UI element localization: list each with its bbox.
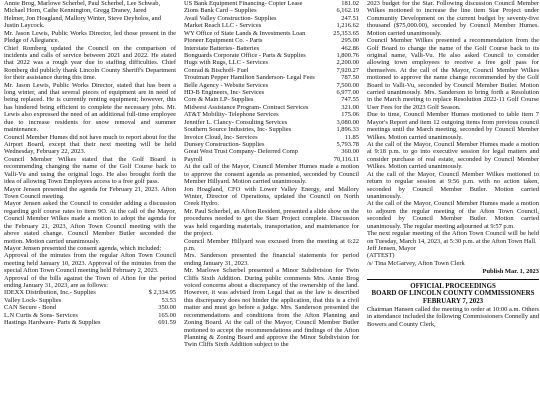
bill-list-2 xyxy=(184,0,359,163)
signature-mayor: Jeff Jensen, Mayor xyxy=(367,244,416,252)
bill-row: Core & Main LP- Supplies 747.55 xyxy=(184,96,359,104)
bill-row: AT&T Mobility- Telephone Services 175.06 xyxy=(184,111,359,119)
budget-paragraph: 2023 budget for the Star. Following discussion Council Member Wilkes motioned to increase the line item Star Project under Community Development on the current budget by seventy-five thousand ($75,000.00), seconded by Council Member Humes. Motion carried unanimously. xyxy=(367,0,539,37)
next-meeting-paragraph: The next regular meeting of the Afton Town Council will be held on Tuesday, March 14, 2023, at 5:30 p.m. at the Afton Town Hall. xyxy=(367,230,539,245)
column-1 xyxy=(4,0,176,327)
star-project-paragraph: Mr. Paul Scherbel, an Afton Resident, presented a slide show on the procedures needed to get the Starr Project complete. Discussion was held regarding materials, transportation, and maintenance for the project. xyxy=(184,207,359,238)
agenda-paragraph: Mayor Jensen presented the agenda for February 21, 2023. Afton Town Council meeting. xyxy=(4,185,176,200)
bill-row: Great West Trust Company- Deferred Comp 360.00 xyxy=(184,148,359,156)
section-divider xyxy=(367,279,539,280)
bill-row: Midwest Assistance Program- Contract Services 321.00 xyxy=(184,103,359,111)
police-report-paragraph: Chief Romberg updated the Council on the comparison of incidents and calls of service between 2021 and 2022. He stated that 2022 was a rough year due to staffing difficulties. Chief Romberg did publicly thank Lincoln County Sheriff's Department for their assistance during this time. xyxy=(4,44,176,82)
subdivision-paragraph: Mr. Marlowe Scherbel presented a Minor Subdivision for Twin Cliffs Sixth Addition. During public comments Mrs. Annie Brog voiced concerns about a discrepancy of the ownership of the land. However, it was advised from Legal that as the law is described this discrepancy does not hinder the application, that this is a civil matter and must go before a judge. Mrs. Sanderson presented the recommendations and conditions from the Afton Planning and Zoning Board. At the call of the Mayor, Council Member Butler motioned to accept the recommendations and findings of the Afton Planning & Zoning Board and approve the Minor Subdivision for Twin Cliffs Sixth Addition subject to the xyxy=(184,267,359,349)
bill-row: Troutman Pepper Hamilton Sanderson- Legal Fees 787.50 xyxy=(184,74,359,82)
agenda-change-paragraph: Mayor Jensen asked the Council to consider adding a discussion regarding golf course rates to item 9O. At the call of the Mayor, Council Member Wilkes made a motion to adopt the agenda for the February 21, 2023, Afton Town Council meeting with the above stated change. Council Member Butler seconded the motion. Motion carried unanimously. xyxy=(4,200,176,245)
financials-paragraph: Mrs. Sanderson presented the financial statements for period ending January 31, 2023. xyxy=(184,252,359,267)
publish-date: Publish Mar. 1, 2023 xyxy=(482,268,539,276)
call-to-order-paragraph: Chairman Hansen called the meeting to order at 10:00 a.m. Others in attendance included the following Commissioners Connelly and Bowers and County Clerk, xyxy=(367,306,539,328)
bill-row: Hastings Hardware- Parts & Supplies 691.59 xyxy=(4,319,176,327)
bill-row: HD-B Engineers, Inc- Services 6,977.00 xyxy=(184,89,359,97)
bill-row: Bonguards Corporate Office - Parts & Supplies 1,800.76 xyxy=(184,51,359,59)
golf-name-paragraph: Council Member Wilkes presented a recommendation from the Golf Board to change the name of the Golf Course back to its original name, Valli-Vu. He also asked Council to consider allowing town employees to receive a free golf pass for themselves. At the call of the Mayor, Council Member Wilkes motioned to approve the name change recommended by the Golf Board to Valli-Vu, seconded by Council Member Butler. Motion carried unanimously. Mrs. Sanderson to bring forth a Resolution in the March meeting to replace Resolution 2022-11 Golf Course User Fees for the 2023 Golf Season. xyxy=(367,37,539,111)
bill-row: Conrad & Bischoff- Fuel 7,920.27 xyxy=(184,66,359,74)
section-subheading: BOARD OF LINCOLN COUNTY COMMISSIONERS xyxy=(371,290,535,298)
public-works-paragraph: Mr. Jason Lewis, Public Works Director, stated that has been a long winter, and that several pieces of equipment are in need of being replaced. He is currently renting equipment; however, this has hindered being efficient to complete the necessary jobs. Mr. Lewis also expressed the need of an additional full-time employee due to increase residents for snow removal and summer maintenance. xyxy=(4,81,176,134)
signature-clerk: /s/ Tina McGarvey, Afton Town Clerk xyxy=(367,259,465,267)
bill-row: IDEXX Distribution, Inc.- Supplies $ 2,334.95 xyxy=(4,289,176,297)
bill-row: Invoice Cloud, Inc- Services 11.85 xyxy=(184,133,359,141)
golf-board-paragraph: Council Member Wilkes stated that the Golf Board is recommending changing the name of the Golf Course back to Valli-Vu and using the original logo. He also brought forth the idea of allowing Town Employees access to a free golf pass. xyxy=(4,155,176,186)
column-3 xyxy=(367,0,539,328)
airport-board-paragraph: Council Member Humes did not have much to report about for the Airport Board, except that their next meeting will be held Wednesday, February 22, 2023. xyxy=(4,133,176,156)
bill-row: Market Reach LLC - Services 1,216.62 xyxy=(184,22,359,30)
adjourn-paragraph: At the call of the Mayor, Council Member Humes made a motion to adjourn the regular meeting of the Afton Town Council, seconded by Council Member Butler. Motion carried unanimously. The regular meeting adjourned at 9:57 p.m. xyxy=(367,200,539,230)
bill-row: Interstate Batteries- Batteries 462.86 xyxy=(184,44,359,52)
excused-paragraph: Council Member Hillyard was excused from the meeting at 6:22 p.m. xyxy=(184,237,359,252)
bill-row: Dunsey Construction- Supplies 5,793.78 xyxy=(184,141,359,149)
bill-row: WY Office of State Lands & Investments Loan 25,353.65 xyxy=(184,29,359,37)
bill-row: Payroll 70,116.11 xyxy=(184,155,359,163)
bill-row: US Bank Equipment Financing- Copier Lease 181.02 xyxy=(184,0,359,7)
bill-row: CAN Secure - Bond 350.00 xyxy=(4,304,176,312)
consent-motion-paragraph: At the call of the Mayor, Council Member Humes made a motion to approve the consent agenda as presented, seconded by Council Member Hillyard. Motion carried unanimously. xyxy=(184,163,359,186)
bill-row: Hugs with Rugs, LLC - Services 2,200.00 xyxy=(184,59,359,67)
executive-session-paragraph: At the call of the Mayor, Council Member Humes made a motion at 9:18 p.m. to go into executive session for legal matters and consider purchase of real estate, seconded by Council Member Wilkes. Motion carried unanimously. xyxy=(367,141,539,171)
minutes-approval-paragraph: Approval of the minutes from the regular Afton Town Council meeting held January 10, 2023. Approval of the minutes from the special Afton Town Council meeting held February 2, 2023. xyxy=(4,252,176,275)
bill-list-1 xyxy=(4,289,176,326)
bill-row: L.N Curtis & Sons- Services 165.00 xyxy=(4,311,176,319)
section-date: FEBRUARY 7, 2023 xyxy=(422,298,484,306)
bill-row: Southern Source Industries, Inc- Supplies 1,896.33 xyxy=(184,126,359,134)
consent-agenda-paragraph: Mayor Jensen presented the consent agenda, which included: xyxy=(4,244,162,252)
section-heading: OFFICIAL PROCEEDINGS xyxy=(410,282,496,290)
bill-row: Zions Bank Card – Supplies 6,162.19 xyxy=(184,7,359,15)
table-items-paragraph: Due to time, Council Member Humes motioned to table item 7 Mayor's Report and item 12 outgoing items from previous council meetings until the March meeting, seconded by Council Member Wilkes. Motion carried unanimously. xyxy=(367,111,539,141)
regular-session-paragraph: At the call of the Mayor, Council Member Wilkes motioned to return to regular session at 9:56 p.m. with no action taken, seconded by Council Member Butler. Motion carried unanimously. xyxy=(367,170,539,200)
bill-row: Valley Lock- Supplies 53.53 xyxy=(4,296,176,304)
bill-row: Belle Agency - Website Services 7,500.00 xyxy=(184,81,359,89)
bill-row: Avail Valley Construction- Supplies 247.51 xyxy=(184,14,359,22)
bill-row: Jennifer L. Clancy- Consulting Services 3,080.00 xyxy=(184,118,359,126)
bills-approval-paragraph: Approval of the bills against the Town of Afton for the period ending January 31, 2023, are as follows: xyxy=(4,274,176,290)
signature-attest: (ATTEST) xyxy=(367,252,395,260)
bill-row: Pioneer Equipment Co. - Parts 295.00 xyxy=(184,37,359,45)
pledge-paragraph: Mr. Jason Lewis, Public Works Director, led those present in the Pledge of Allegiance. xyxy=(4,29,176,45)
hydro-update-paragraph: Jon Hoagland, CFO with Lower Valley Energy, and Mallory Winter, Director of Operations, updated the Council on North Creek Hydro. xyxy=(184,185,359,208)
attendees-line: Annie Brog, Marlowe Scherbel, Paul Scherbel, Lee Schwab, Michael Horn, Cathe Kennington, Gregg Draney, Jared Helmer, Jon Hoagland, Mallory Winter, Steve Deyholos, and Justin Laycock. xyxy=(4,0,161,30)
column-2 xyxy=(184,0,359,349)
